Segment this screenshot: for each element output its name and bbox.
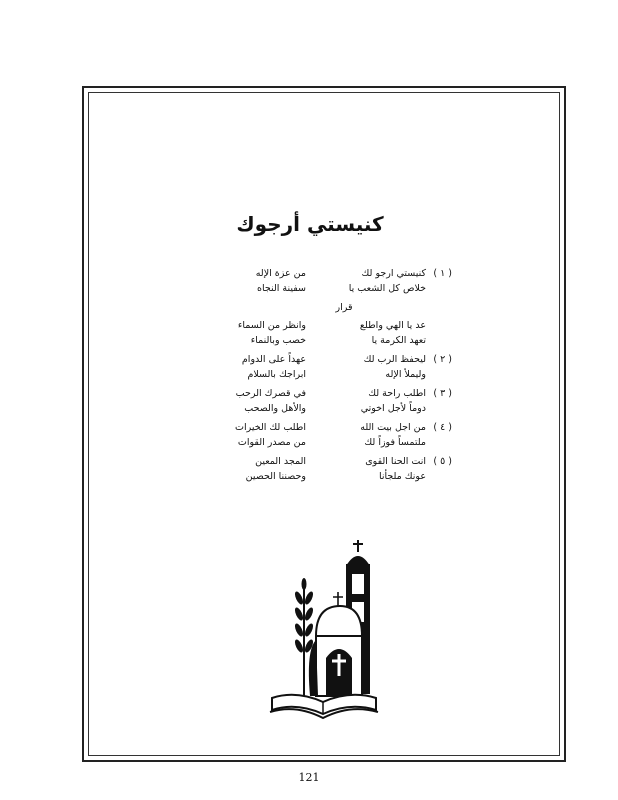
- verse-line: [206, 333, 452, 348]
- verse-line: [206, 386, 452, 401]
- verse-hemistich-right: ليحفظ الرب لك: [363, 354, 426, 365]
- stanza-4: [206, 420, 452, 450]
- stanza-number: ( ٥ ): [433, 456, 452, 467]
- stanza-number: ( ٢ ): [433, 354, 452, 365]
- verse-hemistich-left: وحصننا الحصين: [245, 471, 306, 482]
- verse-hemistich-left: من مصدر القوات: [237, 437, 306, 448]
- stanza-number: ( ٣ ): [433, 388, 452, 399]
- verse-line: [206, 266, 452, 281]
- verse-hemistich-left: المجد المعين: [255, 456, 306, 467]
- verse-line: [206, 352, 452, 367]
- verse-line: [206, 318, 452, 333]
- verse-hemistich-left: سفينة النجاه: [256, 283, 306, 294]
- hymn-verses: [206, 266, 452, 488]
- verse-hemistich-right: تعهد الكرمة يا: [371, 335, 426, 346]
- verse-hemistich-left: من عزة الإله: [255, 268, 306, 279]
- verse-line: [206, 435, 452, 450]
- stanza-1: [206, 266, 452, 296]
- verse-hemistich-right: وليملأ الإله: [385, 369, 426, 380]
- verse-hemistich-right: عد يا الهي واطلع: [359, 320, 426, 331]
- stanza-chorus: [206, 318, 452, 348]
- stanza-number: ( ١ ): [433, 268, 452, 279]
- verse-hemistich-left: اطلب لك الخيرات: [235, 422, 306, 433]
- verse-line: [206, 281, 452, 296]
- verse-hemistich-left: عهداً على الدوام: [241, 354, 306, 365]
- stanza-number: ( ٤ ): [433, 422, 452, 433]
- verse-line: [206, 454, 452, 469]
- stanza-2: [206, 352, 452, 382]
- verse-hemistich-right: عونك ملجأنا: [378, 471, 426, 482]
- verse-hemistich-left: في قصرك الرحب: [235, 388, 306, 399]
- verse-hemistich-right: من اجل بيت الله: [360, 422, 426, 433]
- verse-hemistich-right: كنيستي ارجو لك: [361, 268, 426, 279]
- church-with-wheat-and-bible-icon: [266, 540, 380, 724]
- verse-hemistich-left: وانظر من السماء: [237, 320, 306, 331]
- verse-hemistich-right: ملتمساً فوزاً لك: [364, 437, 426, 448]
- verse-line: [206, 367, 452, 382]
- stanza-3: [206, 386, 452, 416]
- verse-line: [206, 469, 452, 484]
- verse-hemistich-right: دوماً لأجل اخوتي: [360, 403, 426, 414]
- chorus-label: قرار: [335, 302, 353, 313]
- stanza-5: [206, 454, 452, 484]
- verse-hemistich-right: اطلب راحة لك: [368, 388, 426, 399]
- verse-hemistich-right: خلاص كل الشعب يا: [348, 283, 426, 294]
- verse-hemistich-left: ابراجك بالسلام: [247, 369, 306, 380]
- page-number: 121: [298, 771, 320, 784]
- verse-hemistich-left: خصب وبالنماء: [250, 335, 306, 346]
- verse-hemistich-left: والأهل والصحب: [244, 403, 306, 414]
- verse-line: [206, 420, 452, 435]
- verse-hemistich-right: انت الحنا القوى: [365, 456, 426, 467]
- verse-line: [206, 401, 452, 416]
- hymn-title: كنيستي أرجوك: [236, 212, 384, 236]
